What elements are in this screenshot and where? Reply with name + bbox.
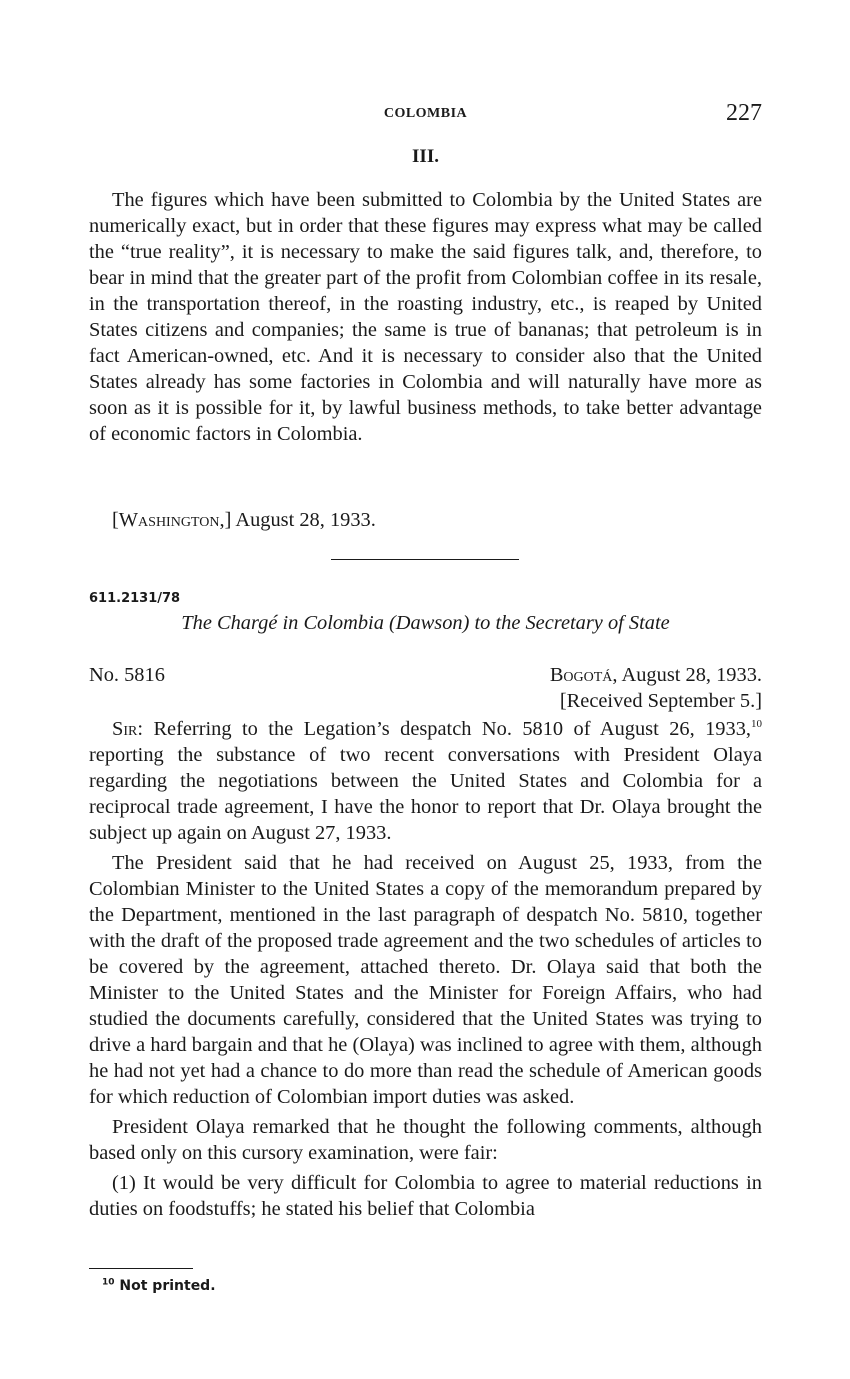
section-number: III.	[412, 146, 439, 167]
page-number: 227	[726, 100, 762, 126]
place-date	[550, 662, 762, 688]
footnote	[102, 1278, 216, 1294]
despatch-place: Bogotá,	[549, 664, 618, 686]
dateline-close-bracket: ]	[224, 509, 232, 531]
memo-body	[89, 187, 762, 447]
footnote-marker: 10	[102, 1277, 115, 1288]
footnote-text: Not printed.	[114, 1278, 216, 1294]
memo-dateline	[112, 509, 376, 532]
file-number: 611.2131/78	[89, 591, 181, 606]
section-separator	[331, 559, 519, 560]
dateline-open-bracket: [	[112, 509, 119, 531]
despatch-paragraph-2: The President said that he had received on August 25, 1933, from the Colombian Minister to the United States a copy of the memorandum prepared by the Department, mentioned in the last paragraph of despatch No. 5810, together with the draft of the proposed trade agreement and the two schedules of articles to be covered by the agreement, attached thereto. Dr. Olaya said that both the Minister to the United States and the Minister for Foreign Affairs, who had studied the documents carefully, considered that the United States was trying to drive a hard bargain and that he (Olaya) was inclined to agree with them, although he had not yet had a chance to do more than read the schedule of American goods for which reduction of Colombian import duties was asked.	[89, 852, 762, 1108]
received-date: [Received September 5.]	[559, 690, 762, 712]
paragraph-1-text-a: : Referring to the Legation’s despatch No. 5810 of August 26, 1933,	[137, 718, 751, 740]
footnote-rule	[89, 1268, 193, 1269]
despatch-paragraph-4: (1) It would be very difficult for Colombia to agree to material reductions in duties on foodstuffs; he stated his belief that Colombia	[89, 1172, 762, 1220]
paragraph-1-text-b: reporting the substance of two recent conversations with President Olaya regarding the negotiations between the United States and Colombia for a reciprocal trade agreement, I have the honor to report that Dr. Olaya brought the subject up again on August 27, 1933.	[89, 744, 762, 844]
running-title: COLOMBIA	[383, 106, 468, 121]
salutation: Sir	[112, 718, 138, 740]
document-heading: The Chargé in Colombia (Dawson) to the Secretary of State	[181, 612, 670, 634]
dateline-place: Washington,	[118, 509, 225, 531]
despatch-body	[89, 716, 762, 1222]
memo-paragraph: The figures which have been submitted to Colombia by the United States are numerically exact, but in order that these figures may express what may be called the “true reality”, it is necessary to make the said figures talk, and, therefore, to bear in mind that the greater part of the profit from Colombian coffee in its resale, in the transportation thereof, in the roasting industry, etc., is reaped by United States citizens and companies; the same is true of bananas; that petroleum is in fact American-owned, etc. And it is necessary to consider also that the United States already has some factories in Colombia and will naturally have more as soon as it is possible for it, by lawful business methods, to take better advantage of economic factors in Colombia.	[89, 189, 762, 445]
footnote-reference: 10	[751, 718, 762, 731]
despatch-paragraph-1	[89, 716, 762, 846]
despatch-date: August 28, 1933.	[621, 664, 762, 686]
dateline-date: August 28, 1933.	[235, 509, 376, 531]
despatch-number: No. 5816	[89, 664, 165, 686]
despatch-paragraph-3: President Olaya remarked that he thought the following comments, although based only on this cursory examination, were fair:	[89, 1116, 762, 1164]
running-head	[89, 100, 762, 130]
